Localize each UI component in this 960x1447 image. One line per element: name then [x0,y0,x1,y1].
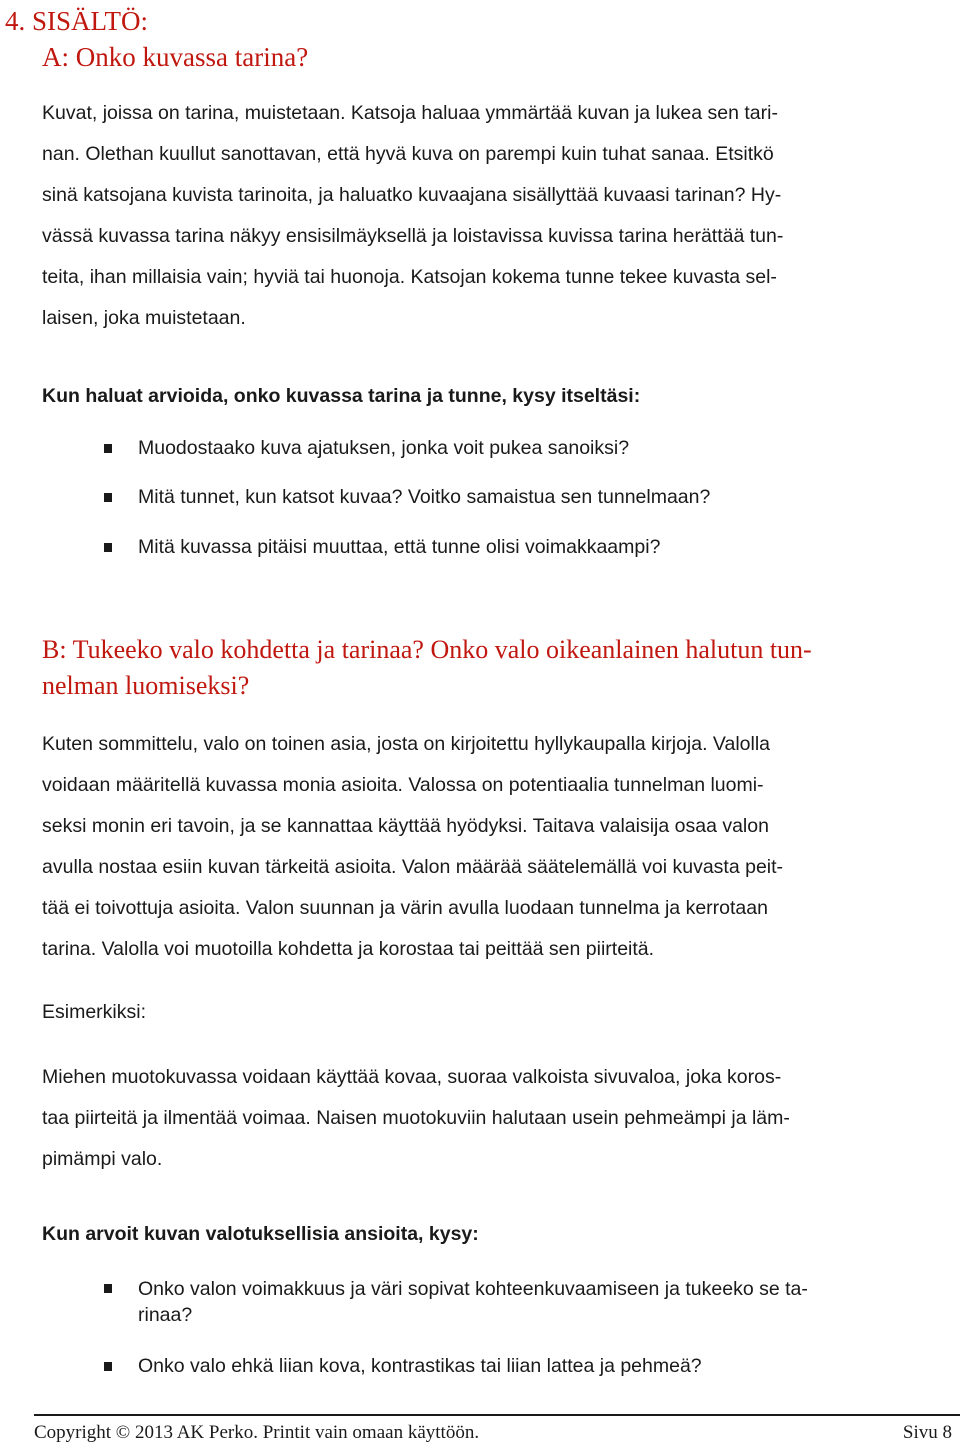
paragraph-line: vässä kuvassa tarina näkyy ensisilmäyksellä ja loistavissa kuvissa tarina herättää tun- [42,225,784,247]
footer-divider [34,1414,960,1416]
footer-page-number: Sivu 8 [902,1422,952,1443]
bullet-item: Muodostaako kuva ajatuksen, jonka voit pukea sanoiksi? [138,437,630,459]
paragraph-line: tarina. Valolla voi muotoilla kohdetta ja korostaa tai peittää sen piirteitä. [42,938,655,960]
paragraph-story [42,93,783,339]
paragraph-line: teita, ihan millaisia vain; hyviä tai huonoja. Katsojan kokema tunne tekee kuvasta sel- [42,266,777,288]
bullet-line: rinaa? [138,1304,193,1326]
paragraph-line: seksi monin eri tavoin, ja se kannattaa käyttää hyödyksi. Taitava valaisija osaa valon [42,815,769,837]
bullet-item: Mitä kuvassa pitäisi muuttaa, että tunne olisi voimakkaampi? [138,536,661,558]
paragraph-light [42,724,783,970]
paragraph-line: taa piirteitä ja ilmentää voimaa. Naisen muotokuviin halutaan usein pehmeämpi ja läm- [42,1107,790,1129]
paragraph-line: Kuten sommittelu, valo on toinen asia, josta on kirjoitettu hyllykaupalla kirjoja. Valolla [42,733,771,755]
paragraph-example [42,1057,790,1180]
paragraph-line: tää ei toivottuja asioita. Valon suunnan ja värin avulla luodaan tunnelma ja kerrotaan [42,897,768,919]
bullet-line: Onko valon voimakkuus ja väri sopivat kohteenkuvaamiseen ja tukeeko se ta- [138,1278,808,1300]
section-subtitle: A: Onko kuvassa tarina? [42,42,309,72]
question-heading-b: Kun arvoit kuvan valotuksellisia ansioita, kysy: [42,1223,479,1245]
heading-line: nelman luomiseksi? [42,671,250,700]
paragraph-line: voidaan määritellä kuvassa monia asioita. Valossa on potentiaalia tunnelman luomi- [42,774,764,796]
example-label: Esimerkiksi: [42,1001,147,1023]
bullet-square-icon [104,444,112,453]
paragraph-line: avulla nostaa esiin kuvan tärkeitä asioita. Valon määrää säätelemällä voi kuvasta peit- [42,856,784,878]
paragraph-line: nan. Olethan kuullut sanottavan, että hyvä kuva on parempi kuin tuhat sanaa. Etsitkö [42,143,774,165]
paragraph-line: Miehen muotokuvassa voidaan käyttää kovaa, suoraa valkoista sivuvaloa, joka koros- [42,1066,782,1088]
bullet-square-icon [104,1362,112,1371]
paragraph-line: sinä katsojana kuvista tarinoita, ja haluatko kuvaajana sisällyttää kuvaasi tarinan? Hy- [42,184,782,206]
paragraph-line: pimämpi valo. [42,1148,163,1170]
page-footer [34,1420,952,1446]
paragraph-line: laisen, joka muistetaan. [42,307,246,329]
paragraph-line: Kuvat, joissa on tarina, muistetaan. Katsoja haluaa ymmärtää kuvan ja lukea sen tari- [42,102,778,124]
bullet-item: Mitä tunnet, kun katsot kuvaa? Voitko samaistua sen tunnelmaan? [138,486,711,508]
section-title: 4. SISÄLTÖ: [5,6,149,36]
heading-line: B: Tukeeko valo kohdetta ja tarinaa? Onko valo oikeanlainen halutun tun- [42,635,812,664]
heading-part-b [42,632,942,704]
footer-copyright: Copyright © 2013 AK Perko. Printit vain omaan käyttöön. [34,1422,480,1443]
question-heading-a: Kun haluat arvioida, onko kuvassa tarina ja tunne, kysy itseltäsi: [42,385,641,407]
bullet-square-icon [104,1284,112,1293]
bullet-square-icon [104,543,112,552]
bullet-item [138,1276,808,1328]
bullet-square-icon [104,493,112,502]
bullet-item: Onko valo ehkä liian kova, kontrastikas tai liian lattea ja pehmeä? [138,1355,702,1377]
